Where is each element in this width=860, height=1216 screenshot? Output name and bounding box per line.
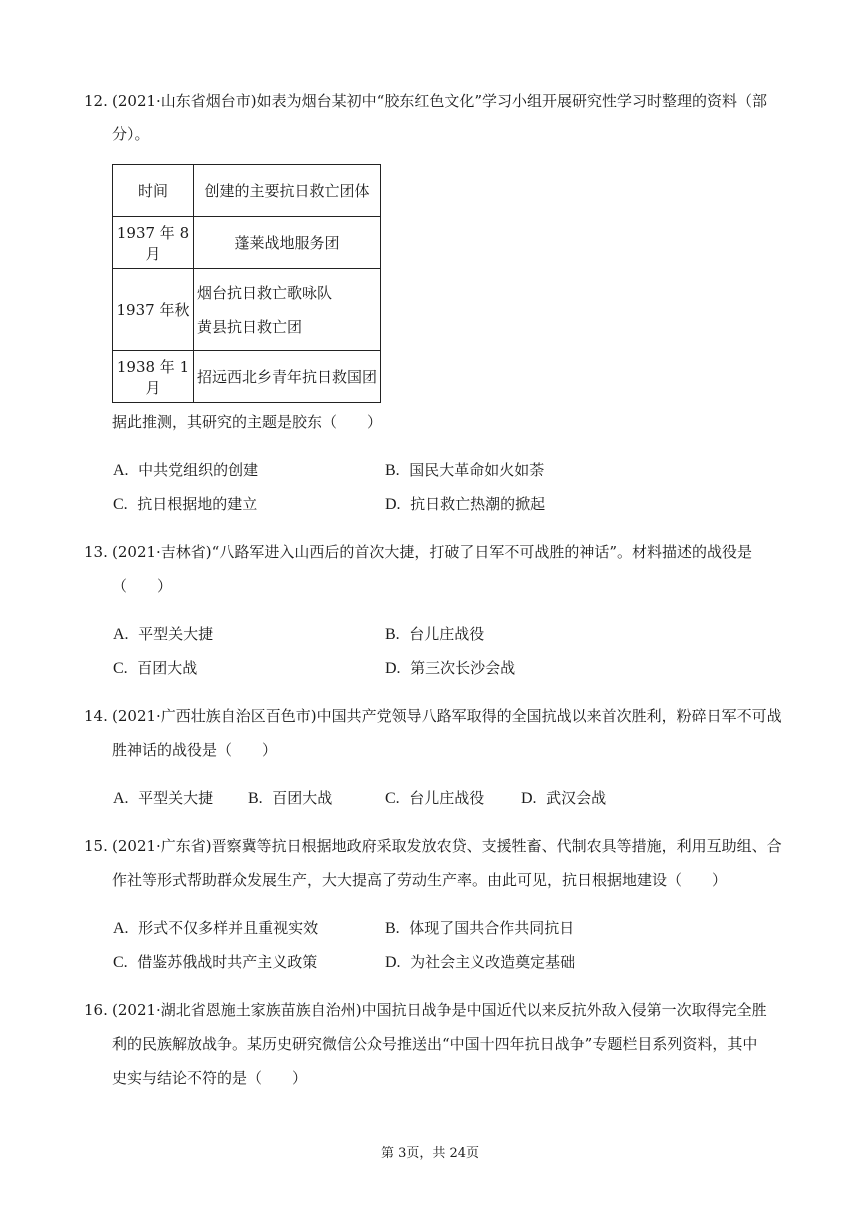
q12-option-b[interactable]: B. 国民大革命如火如荼: [385, 461, 545, 479]
q16-stem-line2: 利的民族解放战争。某历史研究微信公众号推送出“中国十四年抗日战争”专题栏目系列资料，其中: [112, 1035, 758, 1053]
q14-number: 14.: [84, 707, 108, 725]
table-row: [113, 217, 381, 269]
q12-stem-after: 据此推测，其研究的主题是胶东（ ）: [112, 413, 383, 431]
q16-stem-line1: (2021·湖北省恩施土家族苗族自治州)中国抗日战争是中国近代以来反抗外敌入侵第一次取得完全胜: [112, 1001, 767, 1019]
q15-stem-line2: 作社等形式帮助群众发展生产，大大提高了劳动生产率。由此可见，抗日根据地建设（ ）: [112, 871, 728, 889]
q12-stem-line1: (2021·山东省烟台市)如表为烟台某初中“胶东红色文化”学习小组开展研究性学习时整理的资料（部: [112, 92, 767, 110]
table-header-time: 时间: [113, 165, 194, 217]
q13-number: 13.: [84, 543, 108, 561]
q14-option-a[interactable]: A. 平型关大捷: [113, 789, 214, 807]
table-row: [113, 269, 381, 351]
q15-stem-line1: (2021·广东省)晋察冀等抗日根据地政府采取发放农贷、支援牲畜、代制农具等措施，利用互助组、合: [112, 837, 782, 855]
q15-option-a[interactable]: A. 形式不仅多样并且重视实效: [113, 919, 319, 937]
q12-option-a[interactable]: A. 中共党组织的创建: [113, 461, 259, 479]
q16-stem-line3: 史实与结论不符的是（ ）: [112, 1069, 308, 1087]
table-header-row: [113, 165, 381, 217]
q14-stem-line1: (2021·广西壮族自治区百色市)中国共产党领导八路军取得的全国抗战以来首次胜利，粉碎日军不可战: [112, 707, 782, 725]
q12-option-c[interactable]: C. 抗日根据地的建立: [113, 495, 258, 513]
table-cell-time: 1938 年 1 月: [113, 351, 194, 403]
table-header-groups: 创建的主要抗日救亡团体: [194, 165, 381, 217]
q12-number: 12.: [84, 92, 108, 110]
table-cell-group-line: 黄县抗日救亡团: [197, 317, 303, 336]
table-cell-groups: 蓬莱战地服务团: [194, 217, 381, 269]
q14-option-c[interactable]: C. 台儿庄战役: [385, 789, 485, 807]
q14-stem-line2: 胜神话的战役是（ ）: [112, 741, 278, 759]
q14-option-b[interactable]: B. 百团大战: [248, 789, 333, 807]
table-cell-groups: [194, 269, 381, 351]
q13-option-d[interactable]: D. 第三次长沙会战: [385, 659, 516, 677]
q16-number: 16.: [84, 1001, 108, 1019]
q13-option-c[interactable]: C. 百团大战: [113, 659, 198, 677]
table-cell-time: 1937 年秋: [113, 269, 194, 351]
q12-stem-line2: 分）。: [112, 125, 150, 143]
q15-option-b[interactable]: B. 体现了国共合作共同抗日: [385, 919, 575, 937]
q15-number: 15.: [84, 837, 108, 855]
table-cell-groups: 招远西北乡青年抗日救国团: [194, 351, 381, 403]
q13-option-a[interactable]: A. 平型关大捷: [113, 625, 214, 643]
table-row: [113, 351, 381, 403]
q15-option-c[interactable]: C. 借鉴苏俄战时共产主义政策: [113, 953, 318, 971]
q12-option-d[interactable]: D. 抗日救亡热潮的掀起: [385, 495, 546, 513]
q12-table: [112, 164, 381, 403]
q13-option-b[interactable]: B. 台儿庄战役: [385, 625, 485, 643]
q13-stem-line1: (2021·吉林省)“八路军进入山西后的首次大捷，打破了日军不可战胜的神话”。材料描述的战役是: [112, 543, 752, 561]
page-footer: 第 3页，共 24页: [380, 1146, 480, 1161]
table-cell-time: 1937 年 8 月: [113, 217, 194, 269]
q15-option-d[interactable]: D. 为社会主义改造奠定基础: [385, 953, 576, 971]
q14-option-d[interactable]: D. 武汉会战: [521, 789, 607, 807]
table-cell-group-line: 烟台抗日救亡歌咏队: [197, 283, 333, 302]
q13-stem-line2: （ ）: [112, 577, 173, 595]
